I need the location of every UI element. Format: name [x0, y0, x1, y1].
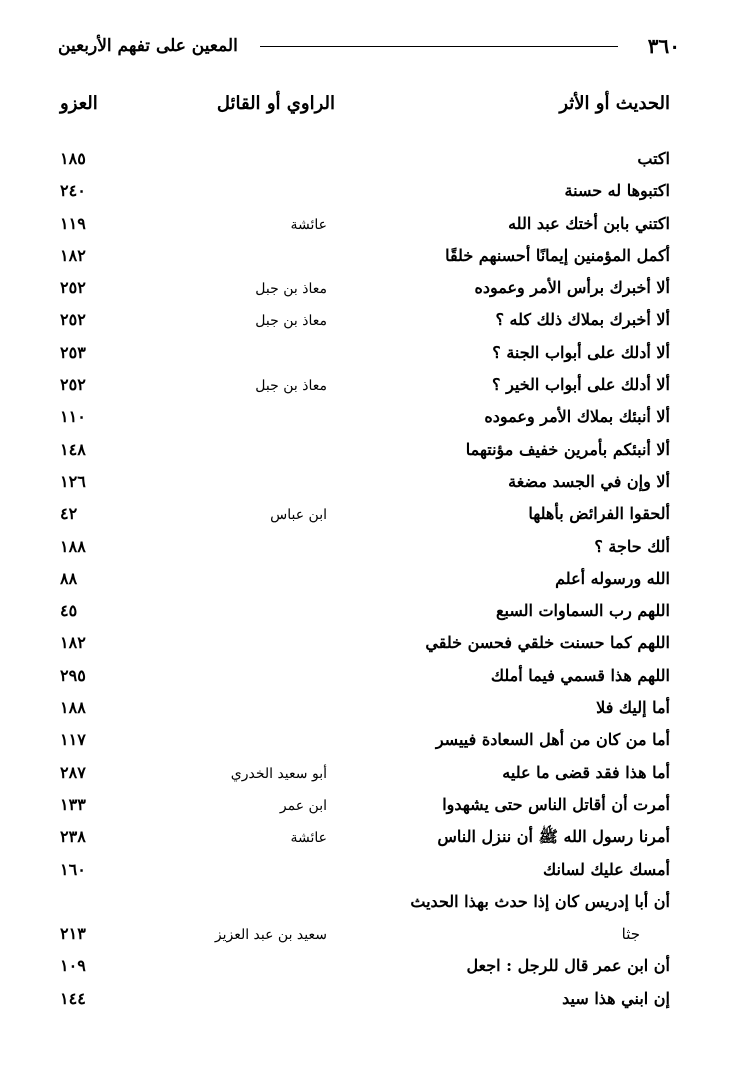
table-row — [0, 757, 740, 789]
hadith-text: ألك حاجة ؟ — [594, 536, 670, 556]
table-row — [0, 143, 740, 175]
table-row — [0, 208, 740, 240]
page-reference: ٢٩٥ — [60, 665, 86, 685]
table-row — [0, 498, 740, 530]
hadith-text: اللهم هذا قسمي فيما أملك — [490, 665, 670, 685]
page-reference: ١٤٨ — [60, 439, 86, 459]
page-reference: ١٨٢ — [60, 245, 86, 265]
column-header-narrator: الراوي أو القائل — [216, 93, 335, 114]
page-reference: ١٣٣ — [60, 794, 86, 814]
page-reference: ١١٠ — [60, 407, 86, 427]
hadith-text: الله ورسوله أعلم — [555, 568, 670, 588]
table-row — [0, 531, 740, 563]
index-table — [0, 143, 740, 1015]
hadith-text: اكتني بابن أختك عبد الله — [508, 213, 670, 233]
page-reference: ٢١٣ — [60, 924, 86, 944]
hadith-text: ألا أخبرك بملاك ذلك كله ؟ — [495, 310, 670, 330]
table-row — [0, 401, 740, 433]
table-row — [0, 175, 740, 207]
page-reference: ١١٧ — [60, 730, 86, 750]
page-reference: ٢٣٨ — [60, 827, 86, 847]
page-reference: ١٨٨ — [60, 536, 86, 556]
page-reference: ٨٨ — [60, 568, 78, 588]
table-row — [0, 918, 740, 950]
table-row — [0, 272, 740, 304]
page-reference: ٢٨٧ — [60, 762, 86, 782]
narrator-text: عائشة — [290, 216, 327, 233]
hadith-text: ألا أخبرك برأس الأمر وعموده — [474, 278, 670, 298]
table-row — [0, 950, 740, 982]
hadith-text: ألا أنبئكم بأمرين خفيف مؤنتهما — [465, 439, 670, 459]
page-reference: ٢٤٠ — [60, 181, 86, 201]
page-reference: ٤٥ — [60, 601, 78, 621]
hadith-text: ألا أدلك على أبواب الخير ؟ — [492, 375, 670, 395]
table-row — [0, 692, 740, 724]
hadith-text: اكتب — [637, 149, 670, 168]
narrator-text: معاذ بن جبل — [255, 313, 327, 330]
page-reference: ٢٥٢ — [60, 278, 86, 298]
hadith-text: إن ابني هذا سيد — [562, 988, 670, 1008]
hadith-text: أن ابن عمر قال للرجل : اجعل — [466, 956, 670, 976]
page-reference: ١٨٢ — [60, 633, 86, 653]
page-number: ٣٦٠ — [647, 34, 680, 58]
hadith-text: ألحقوا الفرائض بأهلها — [528, 504, 670, 524]
hadith-text: اللهم كما حسنت خلقي فحسن خلقي — [425, 633, 670, 653]
column-header-hadith: الحديث أو الأثر — [559, 93, 670, 114]
page-reference: ١٨٨ — [60, 698, 86, 718]
table-row — [0, 466, 740, 498]
page-reference: ١٦٠ — [60, 859, 86, 879]
narrator-text: ابن عباس — [270, 507, 327, 524]
page-reference: ١١٩ — [60, 213, 86, 233]
narrator-text: سعيد بن عبد العزيز — [214, 927, 327, 944]
hadith-text: أكمل المؤمنين إيمانًا أحسنهم خلقًا — [445, 245, 670, 265]
hadith-text: جثا — [621, 925, 640, 944]
table-row — [0, 337, 740, 369]
narrator-text: معاذ بن جبل — [255, 281, 327, 298]
page-reference: ٤٢ — [60, 504, 78, 524]
hadith-text: ألا وإن في الجسد مضغة — [508, 471, 670, 491]
table-row — [0, 434, 740, 466]
hadith-text: أمسك عليك لسانك — [542, 859, 670, 879]
page-reference: ١٢٦ — [60, 471, 86, 491]
hadith-text: أن أبا إدريس كان إذا حدث بهذا الحديث — [410, 891, 670, 911]
hadith-text: أما إليك فلا — [596, 698, 670, 718]
table-row — [0, 563, 740, 595]
hadith-text: أما من كان من أهل السعادة فييسر — [435, 730, 670, 750]
table-row — [0, 595, 740, 627]
hadith-text: أما هذا فقد قضى ما عليه — [502, 762, 670, 782]
narrator-text: عائشة — [290, 830, 327, 847]
table-row — [0, 789, 740, 821]
table-row — [0, 660, 740, 692]
table-row — [0, 304, 740, 336]
running-header — [58, 32, 680, 62]
table-row — [0, 369, 740, 401]
table-row — [0, 821, 740, 853]
narrator-text: معاذ بن جبل — [255, 378, 327, 395]
book-title: المعين على تفهم الأربعين — [58, 36, 238, 56]
hadith-text: ألا أدلك على أبواب الجنة ؟ — [492, 342, 670, 362]
page-reference: ٢٥٢ — [60, 375, 86, 395]
table-row — [0, 724, 740, 756]
page-reference: ١٤٤ — [60, 988, 86, 1008]
header-rule — [260, 46, 618, 47]
table-row — [0, 240, 740, 272]
narrator-text: أبو سعيد الخدري — [230, 765, 327, 782]
hadith-text: ألا أنبئك بملاك الأمر وعموده — [484, 407, 670, 427]
page-reference: ٢٥٣ — [60, 342, 86, 362]
table-row — [0, 627, 740, 659]
table-row — [0, 886, 740, 918]
narrator-text: ابن عمر — [279, 797, 327, 814]
hadith-text: أمرت أن أقاتل الناس حتى يشهدوا — [442, 794, 670, 814]
hadith-text: اللهم رب السماوات السبع — [495, 601, 670, 621]
page-reference: ١٨٥ — [60, 149, 86, 168]
hadith-text: اكتبوها له حسنة — [564, 181, 670, 201]
column-header-reference: العزو — [60, 93, 98, 114]
page-reference: ١٠٩ — [60, 956, 86, 976]
hadith-text: أمرنا رسول الله ﷺ أن ننزل الناس — [437, 827, 670, 847]
table-row — [0, 983, 740, 1015]
page-reference: ٢٥٢ — [60, 310, 86, 330]
table-row — [0, 854, 740, 886]
